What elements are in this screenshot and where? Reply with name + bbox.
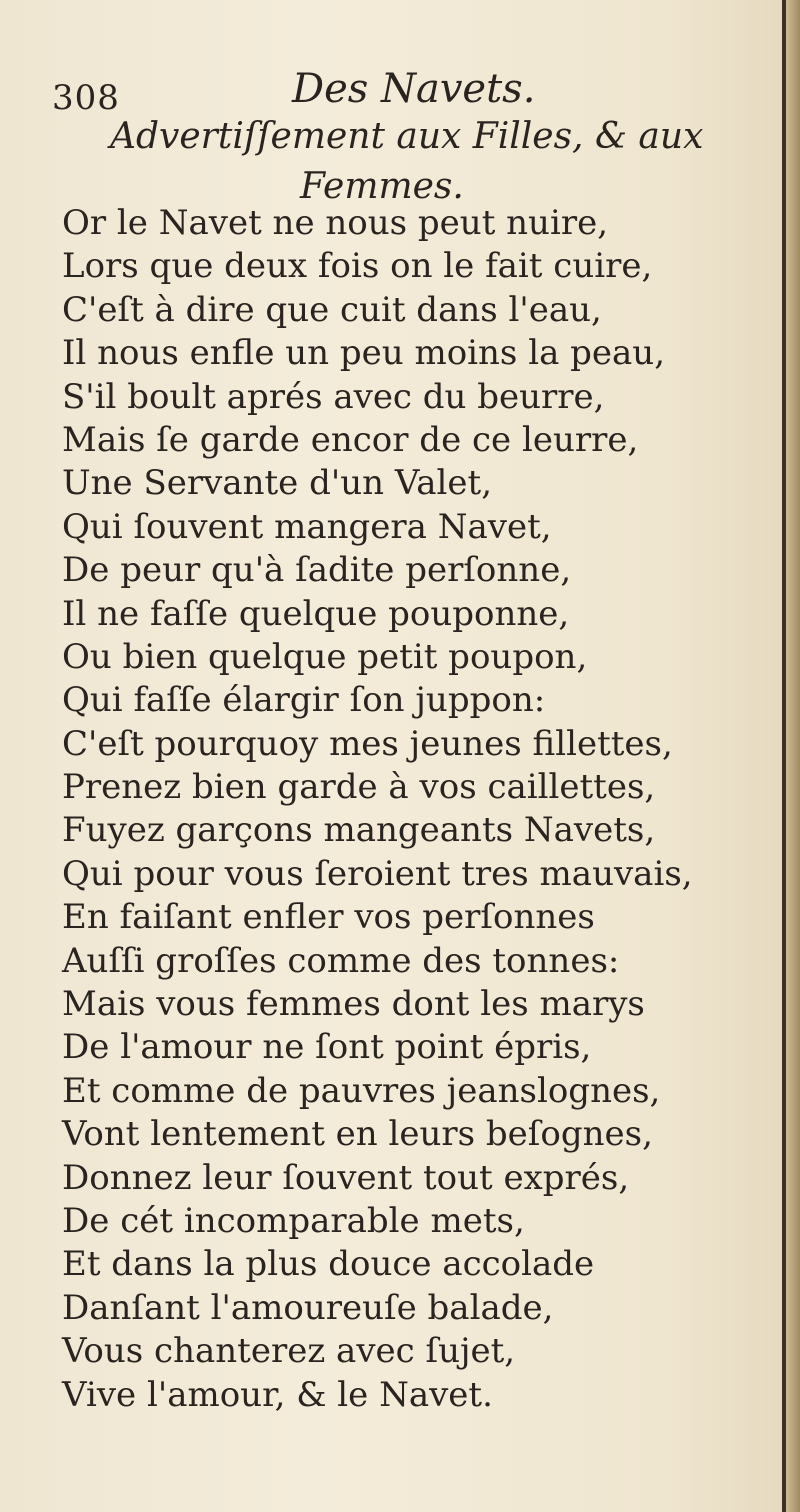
verse-line: Il ne faſſe quelque pouponne,: [62, 593, 570, 634]
verse-line: S'il boult aprés avec du beurre,: [62, 376, 605, 417]
running-head: [52, 66, 752, 116]
verse-line: Or le Navet ne nous peut nuire,: [62, 203, 609, 243]
poem-verses: [62, 202, 742, 1417]
verse-line: Fuyez garçons mangeants Navets,: [62, 810, 656, 851]
book-gutter: [786, 0, 800, 1512]
verse-line: Il nous enfle un peu moins la peau,: [62, 333, 666, 374]
verse-line: Auſſi groſſes comme des tonnes:: [62, 940, 620, 981]
verse-line: Mais vous femmes dont les marys: [62, 984, 645, 1025]
verse-line: De l'amour ne ſont point épris,: [62, 1027, 592, 1068]
verse-line: Lors que deux fois on le fait cuire,: [62, 246, 653, 287]
verse-line: Une Servante d'un Valet,: [62, 463, 492, 504]
verse-line: Qui pour vous ſeroient tres mauvais,: [62, 853, 693, 894]
verse-line: Mais ſe garde encor de ce leurre,: [62, 419, 639, 460]
verse-line: Et dans la plus douce accolade: [62, 1244, 595, 1285]
verse-line: Prenez bien garde à vos caillettes,: [62, 767, 656, 808]
heading-line: Advertiſſement aux Filles, & aux: [110, 116, 704, 157]
verse-line: Donnez leur ſouvent tout exprés,: [62, 1157, 630, 1198]
verse-line: Qui faſſe élargir ſon juppon:: [62, 680, 546, 721]
verse-line: C'eſt pourquoy mes jeunes fillettes,: [62, 723, 673, 764]
verse-line: Vont lentement en leurs beſognes,: [62, 1114, 653, 1155]
verse-line: Qui ſouvent mangera Navet,: [62, 506, 552, 547]
page-number: 308: [52, 78, 120, 118]
section-heading: [110, 112, 710, 212]
heading-line: Femmes.: [300, 166, 464, 207]
verse-line: Vous chanterez avec ſujet,: [62, 1331, 516, 1372]
verse-line: De peur qu'à ſadite perſonne,: [62, 550, 572, 591]
verse-line: Vive l'amour, & le Navet.: [62, 1374, 493, 1415]
verse-line: En faiſant enfler vos perſonnes: [62, 897, 595, 938]
verse-line: Ou bien quelque petit poupon,: [62, 636, 588, 677]
verse-line: Danſant l'amoureuſe balade,: [62, 1287, 554, 1328]
verse-line: C'eſt à dire que cuit dans l'eau,: [62, 289, 602, 330]
running-title: Des Navets.: [292, 66, 536, 112]
verse-line: De cét incomparable mets,: [62, 1200, 525, 1241]
verse-line: Et comme de pauvres jeanslognes,: [62, 1070, 661, 1111]
